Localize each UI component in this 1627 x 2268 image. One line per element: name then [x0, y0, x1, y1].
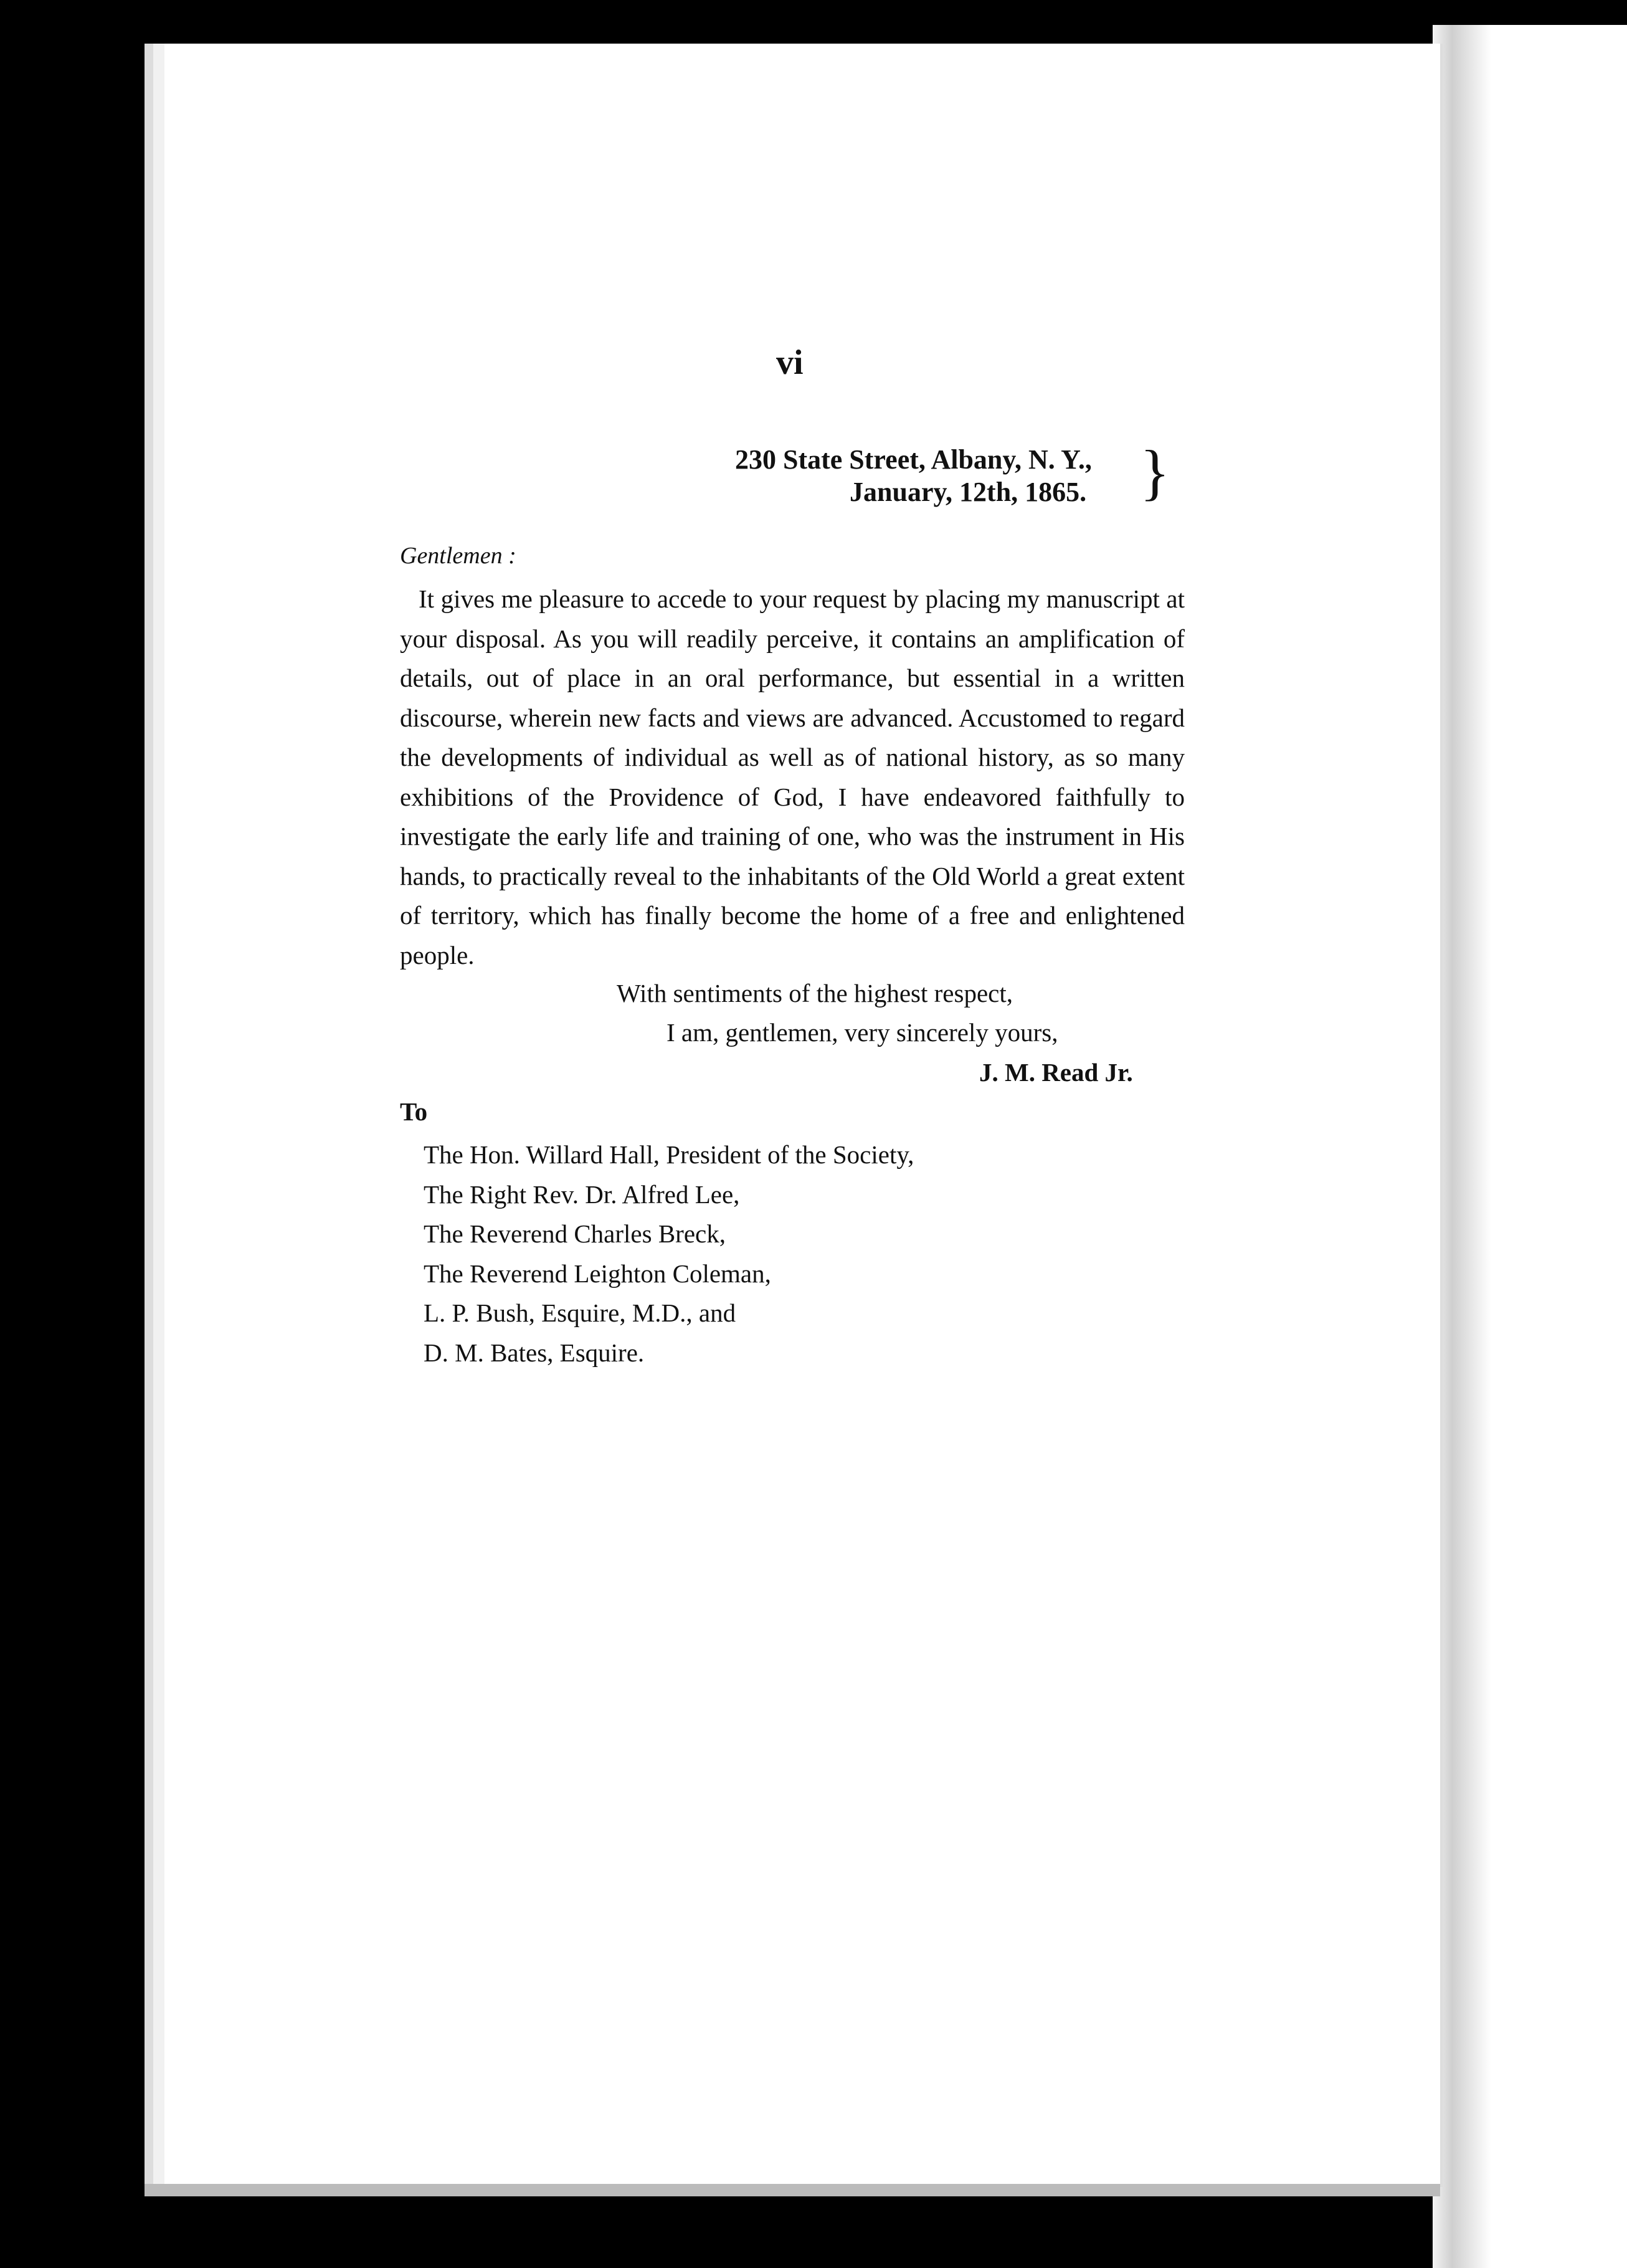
- adjacent-page-edge: [1433, 25, 1627, 2268]
- addressee-item: The Reverend Leighton Coleman,: [424, 1259, 771, 1288]
- addressee-item: The Right Rev. Dr. Alfred Lee,: [424, 1179, 740, 1209]
- addressee-item: L. P. Bush, Esquire, M.D., and: [424, 1298, 736, 1327]
- addressee-item: The Reverend Charles Breck,: [424, 1219, 726, 1248]
- address-brace-icon: }: [1140, 437, 1170, 507]
- address-line-1: 230 State Street, Albany, N. Y.,: [735, 444, 1092, 475]
- address-line-2: January, 12th, 1865.: [850, 477, 1087, 507]
- closing-line-1: With sentiments of the highest respect,: [617, 979, 1013, 1008]
- signature: J. M. Read Jr.: [979, 1058, 1133, 1087]
- addressee-item: D. M. Bates, Esquire.: [424, 1338, 645, 1367]
- to-label: To: [400, 1097, 428, 1126]
- page-number: vi: [776, 343, 804, 382]
- page-bottom-edge: [145, 2184, 1440, 2196]
- letter-paragraph: It gives me pleasure to accede to your request by placing my manuscript at your disposal. As you will readily perceive, it contains an amplification of details, out of place in an oral performance, but essential in a written discourse, wherein new facts and views are advanced. Accustomed to regard the developments of individual as well as of national history, as so many exhibitions of the Providence of God, I have endeavored faithfully to investigate the early life and training of one, who was the instrument in His hands, to practically reveal to the inhabitants of the Old World a great extent of territory, which has finally become the home of a free and enlightened people.: [400, 584, 1185, 970]
- salutation: Gentlemen :: [400, 543, 516, 569]
- closing-line-2: I am, gentlemen, very sincerely yours,: [666, 1018, 1058, 1047]
- letter-body: [400, 579, 1185, 975]
- addressee-item: The Hon. Willard Hall, President of the Society,: [424, 1140, 914, 1169]
- addressee-list: [424, 1135, 914, 1373]
